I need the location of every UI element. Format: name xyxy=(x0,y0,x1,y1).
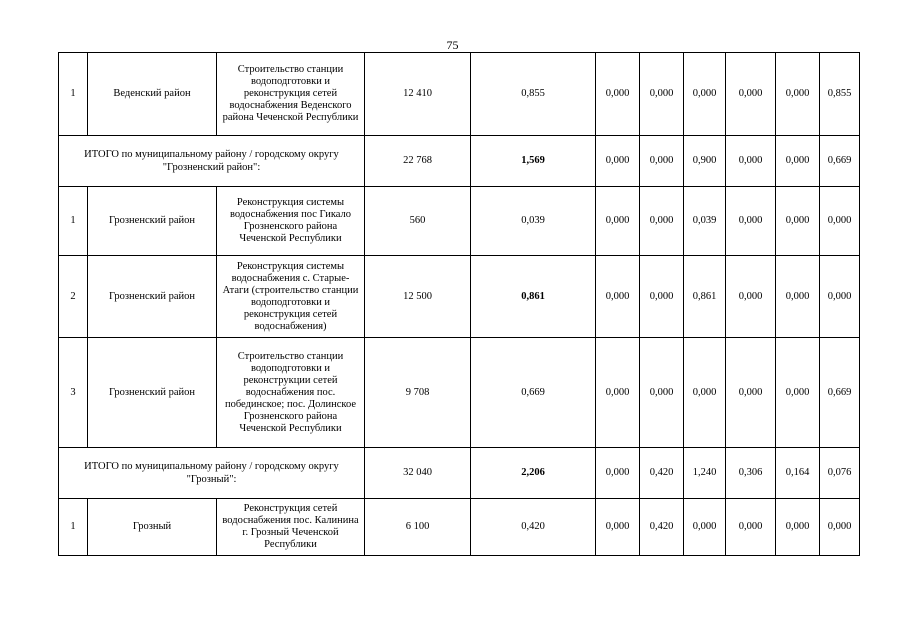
value-cell: 0,900 xyxy=(684,136,726,187)
description-cell: Реконструкция системы водоснабжения с. Старые-Атаги (строительство станции водоподготовки и реконструкция сетей водоснабжения) xyxy=(217,256,365,338)
value-cell: 0,000 xyxy=(726,187,776,256)
description-cell: Реконструкция сетей водоснабжения пос. Калинина г. Грозный Чеченской Республики xyxy=(217,499,365,556)
district-cell: Грозненский район xyxy=(88,187,217,256)
value-cell: 0,000 xyxy=(596,136,640,187)
value-cell: 0,669 xyxy=(820,136,860,187)
total-label: ИТОГО по муниципальному району / городскому округу "Грозный": xyxy=(59,448,365,499)
description-cell: Реконструкция системы водоснабжения пос Гикало Грозненского района Чеченской Республики xyxy=(217,187,365,256)
value-cell: 0,000 xyxy=(820,499,860,556)
row-number: 1 xyxy=(59,499,88,556)
value-cell: 0,000 xyxy=(776,136,820,187)
value-cell: 0,000 xyxy=(726,256,776,338)
page-number: 75 xyxy=(446,38,459,52)
value-cell: 0,000 xyxy=(640,187,684,256)
district-cell: Грозненский район xyxy=(88,256,217,338)
value-cell: 0,000 xyxy=(596,53,640,136)
row-number: 1 xyxy=(59,187,88,256)
table-row xyxy=(59,256,860,338)
value-cell: 0,164 xyxy=(776,448,820,499)
value-cell: 560 xyxy=(365,187,471,256)
value-cell: 0,000 xyxy=(596,499,640,556)
value-cell: 0,000 xyxy=(596,256,640,338)
value-cell: 0,000 xyxy=(640,338,684,448)
value-cell: 32 040 xyxy=(365,448,471,499)
total-label: ИТОГО по муниципальному району / городскому округу "Грозненский район": xyxy=(59,136,365,187)
table-row xyxy=(59,187,860,256)
value-cell: 0,000 xyxy=(726,136,776,187)
value-cell: 0,855 xyxy=(471,53,596,136)
row-number: 3 xyxy=(59,338,88,448)
value-cell: 0,000 xyxy=(596,338,640,448)
value-cell: 9 708 xyxy=(365,338,471,448)
value-cell: 0,000 xyxy=(640,136,684,187)
value-cell: 0,000 xyxy=(726,53,776,136)
value-cell: 0,000 xyxy=(640,53,684,136)
value-cell: 1,569 xyxy=(471,136,596,187)
value-cell: 0,000 xyxy=(776,499,820,556)
value-cell: 0,420 xyxy=(640,448,684,499)
value-cell: 0,669 xyxy=(471,338,596,448)
value-cell: 0,861 xyxy=(471,256,596,338)
value-cell: 0,000 xyxy=(820,256,860,338)
description-cell: Строительство станции водоподготовки и реконструкции сетей водоснабжения пос. побединское; пос. Долинское Грозненского района Чеченской Республики xyxy=(217,338,365,448)
description-cell: Строительство станции водоподготовки и реконструкция сетей водоснабжения Веденского района Чеченской Республики xyxy=(217,53,365,136)
value-cell: 0,000 xyxy=(684,499,726,556)
district-cell: Грозный xyxy=(88,499,217,556)
financing-table xyxy=(58,52,860,556)
value-cell: 0,000 xyxy=(776,338,820,448)
value-cell: 0,000 xyxy=(596,448,640,499)
total-row xyxy=(59,136,860,187)
value-cell: 0,000 xyxy=(776,256,820,338)
table-row xyxy=(59,53,860,136)
value-cell: 0,420 xyxy=(640,499,684,556)
table-row xyxy=(59,499,860,556)
value-cell: 1,240 xyxy=(684,448,726,499)
total-row xyxy=(59,448,860,499)
value-cell: 0,306 xyxy=(726,448,776,499)
value-cell: 2,206 xyxy=(471,448,596,499)
value-cell: 6 100 xyxy=(365,499,471,556)
table-row xyxy=(59,338,860,448)
value-cell: 0,000 xyxy=(776,187,820,256)
row-number: 2 xyxy=(59,256,88,338)
value-cell: 0,000 xyxy=(776,53,820,136)
value-cell: 0,000 xyxy=(726,338,776,448)
value-cell: 0,039 xyxy=(471,187,596,256)
value-cell: 0,076 xyxy=(820,448,860,499)
value-cell: 0,000 xyxy=(684,53,726,136)
value-cell: 0,000 xyxy=(596,187,640,256)
value-cell: 0,000 xyxy=(726,499,776,556)
value-cell: 22 768 xyxy=(365,136,471,187)
value-cell: 0,039 xyxy=(684,187,726,256)
district-cell: Веденский район xyxy=(88,53,217,136)
value-cell: 12 500 xyxy=(365,256,471,338)
row-number: 1 xyxy=(59,53,88,136)
value-cell: 0,000 xyxy=(820,187,860,256)
value-cell: 0,669 xyxy=(820,338,860,448)
value-cell: 0,861 xyxy=(684,256,726,338)
value-cell: 12 410 xyxy=(365,53,471,136)
value-cell: 0,000 xyxy=(684,338,726,448)
value-cell: 0,420 xyxy=(471,499,596,556)
value-cell: 0,000 xyxy=(640,256,684,338)
district-cell: Грозненский район xyxy=(88,338,217,448)
value-cell: 0,855 xyxy=(820,53,860,136)
